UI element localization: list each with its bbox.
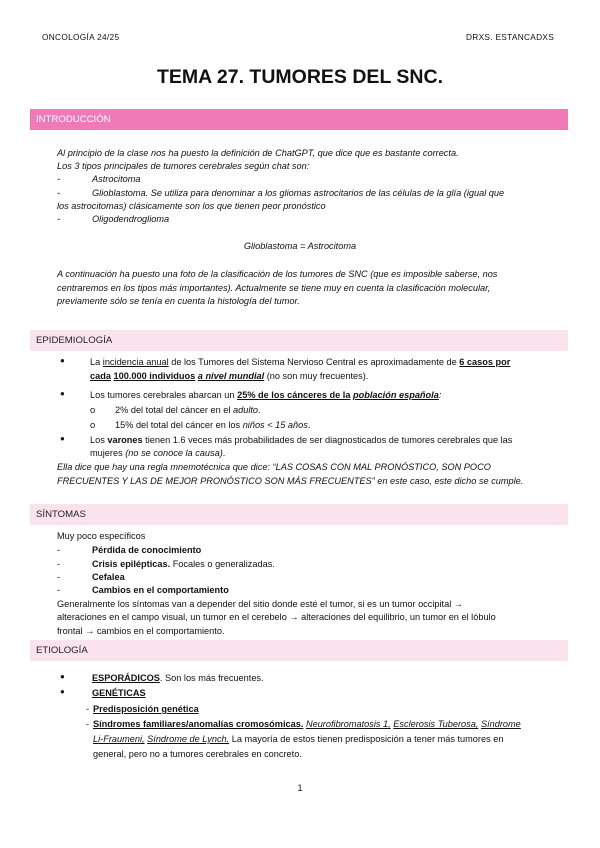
list-item: Glioblastoma. Se utiliza para denominar a los gliomas astrocitarios de las células de la glía (igual que	[92, 188, 505, 198]
paragraph: frontal → cambios en el comportamiento.	[57, 626, 225, 636]
paragraph: alteraciones en el campo visual, un tumor en el cerebelo → alteraciones del equilibrio, un tumor en el lóbulo	[57, 612, 496, 622]
list-item: Pérdida de conocimiento	[92, 545, 202, 555]
dash-marker: -	[57, 544, 61, 555]
section-title: SÍNTOMAS	[36, 509, 86, 520]
bullet-icon: ●	[60, 687, 65, 696]
section-epidemiologia	[30, 330, 568, 351]
paragraph: cada 100.000 individuos a nivel mundial (no son muy frecuentes).	[90, 371, 369, 381]
dash-marker: -	[57, 213, 61, 224]
paragraph: GENÉTICAS	[92, 688, 146, 698]
paragraph: mujeres (no se conoce la causa).	[90, 448, 226, 458]
dash-marker: -	[57, 173, 61, 184]
dash-marker: -	[57, 558, 61, 569]
note: FRECUENTES Y LAS DE MEJOR PRONÓSTICO SON MÁS FRECUENTES” en este caso, este dicho se cumple.	[57, 476, 524, 486]
paragraph: Generalmente los síntomas van a depender del sitio donde esté el tumor, si es un tumor occipital →	[57, 599, 463, 609]
list-item-cont: general, pero no a tumores cerebrales en concreto.	[93, 749, 302, 759]
list-item: Síndromes familiares/anomalías cromosómicas. Neurofibromatosis 1, Esclerosis Tuberosa, Síndrome	[93, 719, 521, 729]
list-item: Predisposición genética	[93, 704, 199, 714]
sub-marker: o	[90, 419, 96, 430]
list-item-cont: Li-Fraumeni, Síndrome de Lynch. La mayoría de estos tienen predisposición a tener más tumores en	[93, 734, 504, 744]
section-sintomas	[30, 504, 568, 525]
list-item-cont: los astrocitomas) clásicamente son los que tienen peor pronóstico	[57, 201, 326, 211]
page-title: TEMA 27. TUMORES DEL SNC.	[156, 66, 444, 88]
dash-marker: -	[57, 187, 61, 198]
page-number: 1	[297, 783, 303, 793]
section-introduccion	[30, 109, 568, 130]
list-item: Cefalea	[92, 572, 125, 582]
section-etiologia	[30, 640, 568, 661]
section-title: EPIDEMIOLOGÍA	[36, 335, 113, 346]
equation: Glioblastoma = Astrocitoma	[243, 241, 357, 251]
paragraph: previamente sólo se tenía en cuenta la histología del tumor.	[57, 296, 300, 306]
paragraph: La incidencia anual de los Tumores del Sistema Nervioso Central es aproximadamente de 6 casos por	[90, 357, 511, 367]
header-course: ONCOLOGÍA 24/25	[42, 32, 120, 42]
paragraph: centraremos en los tipos más importantes). Actualmente se tiene muy en cuenta la clasificación molecular,	[57, 283, 491, 293]
header-authors: DRXS. ESTANCADXS	[466, 32, 555, 42]
list-item: Cambios en el comportamiento	[92, 585, 229, 595]
list-item: Crisis epilépticas. Focales o generalizadas.	[92, 559, 275, 569]
dash-marker: -	[57, 584, 61, 595]
paragraph: Los 3 tipos principales de tumores cerebrales según chat son:	[57, 161, 310, 171]
section-title: ETIOLOGÍA	[36, 645, 88, 656]
dash-marker: -	[86, 718, 90, 729]
paragraph: A continuación ha puesto una foto de la clasificación de los tumores de SNC (que es imposible saberse, nos	[57, 269, 498, 279]
sub-item: 2% del total del cáncer en el adulto.	[115, 405, 261, 415]
paragraph: ESPORÁDICOS. Son los más frecuentes.	[92, 673, 264, 683]
bullet-icon: ●	[60, 672, 65, 681]
note: Ella dice que hay una regla mnemotécnica que dice: “LAS COSAS CON MAL PRONÓSTICO, SON POCO	[57, 462, 491, 472]
paragraph: Muy poco específicos	[57, 531, 146, 541]
paragraph: Los varones tienen 1.6 veces más probabilidades de ser diagnosticados de tumores cerebrales que las	[90, 435, 513, 445]
bullet-icon: ●	[60, 434, 65, 443]
dash-marker: -	[57, 571, 61, 582]
section-title: INTRODUCCIÓN	[36, 114, 111, 125]
paragraph: Al principio de la clase nos ha puesto la definición de ChatGPT, que dice que es bastante correcta.	[57, 148, 459, 158]
sub-marker: o	[90, 404, 96, 415]
bullet-icon: ●	[60, 356, 65, 365]
list-item: Oligodendroglioma	[92, 214, 170, 224]
dash-marker: -	[86, 703, 90, 714]
list-item: Astrocitoma	[92, 174, 141, 184]
bullet-icon: ●	[60, 389, 65, 398]
paragraph: Los tumores cerebrales abarcan un 25% de los cánceres de la población española:	[90, 390, 442, 400]
sub-item: 15% del total del cáncer en los niños < 15 años.	[115, 420, 311, 430]
